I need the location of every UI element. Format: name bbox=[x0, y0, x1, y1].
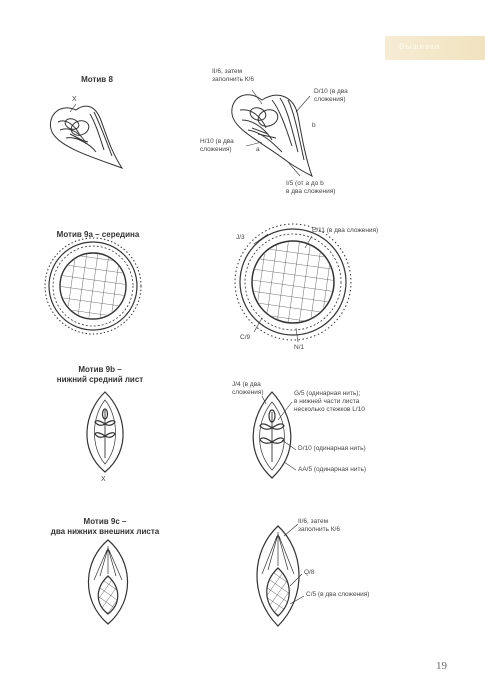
motif-9b-label-r3: AA/5 (одинарная нить) bbox=[298, 466, 367, 473]
motif-9b-title: Мотив 9b – нижний средний лист bbox=[56, 365, 144, 384]
motif-9c-title: Мотив 9c – два нижних внешних листа bbox=[50, 517, 160, 536]
motif-9a-label-bottom: N/1 bbox=[294, 344, 305, 351]
motif-9b-label-left: J/4 (в два сложения) bbox=[232, 381, 264, 396]
motif-8-label-left: H/10 (в два сложения) bbox=[200, 138, 234, 153]
corner-label: Вышивка bbox=[399, 42, 441, 51]
motif-8-label-bottom: I/5 (от a до b в два сложения) bbox=[286, 180, 336, 195]
motif-9c-right-leaf bbox=[257, 526, 299, 626]
motif-9b-left-leaf bbox=[87, 392, 123, 472]
motif-9a-label-bl: C/9 bbox=[240, 334, 251, 341]
motif-8-right-heart bbox=[232, 95, 312, 176]
motif-8-left-heart bbox=[50, 104, 122, 168]
motif-9a-left-medallion bbox=[45, 238, 141, 334]
motif-9b-right-leaf bbox=[253, 392, 291, 478]
motif-9c-label-mid: Q/8 bbox=[304, 569, 315, 576]
motif-8-label-top: II/6, затем заполнить К/6 bbox=[212, 68, 254, 83]
motif-9a-label-tl: J/3 bbox=[236, 234, 245, 241]
motif-9c-label-top: II/6, затем заполнить К/6 bbox=[298, 518, 340, 533]
motif-9b-x-mark: X bbox=[101, 476, 106, 483]
motif-9a-right-medallion bbox=[235, 224, 351, 340]
motif-8-leader-lines bbox=[246, 90, 310, 176]
motif-8-label-b: b bbox=[312, 122, 316, 129]
motif-8-label-a: a bbox=[256, 146, 260, 153]
motif-8-x-mark: X bbox=[72, 96, 77, 103]
motif-9c-left-leaf bbox=[88, 540, 127, 624]
motif-9a-label-tr: E/11 (в два сложения) bbox=[312, 227, 379, 234]
motif-8-label-right: D/10 (в два сложения) bbox=[314, 88, 348, 103]
motif-9a-title: Мотив 9a – середина bbox=[56, 230, 140, 239]
page-number: 19 bbox=[436, 660, 447, 672]
motif-9b-label-r1: G/5 (одинарная нить); в нижней части листа несколько стежков L/10 bbox=[294, 390, 365, 413]
motif-8-title: Мотив 8 bbox=[81, 75, 113, 84]
motif-9b-label-r2: D/10 (одинарная нить) bbox=[298, 445, 366, 452]
motif-9c-label-bottom: C/5 (в два сложения) bbox=[306, 591, 370, 598]
